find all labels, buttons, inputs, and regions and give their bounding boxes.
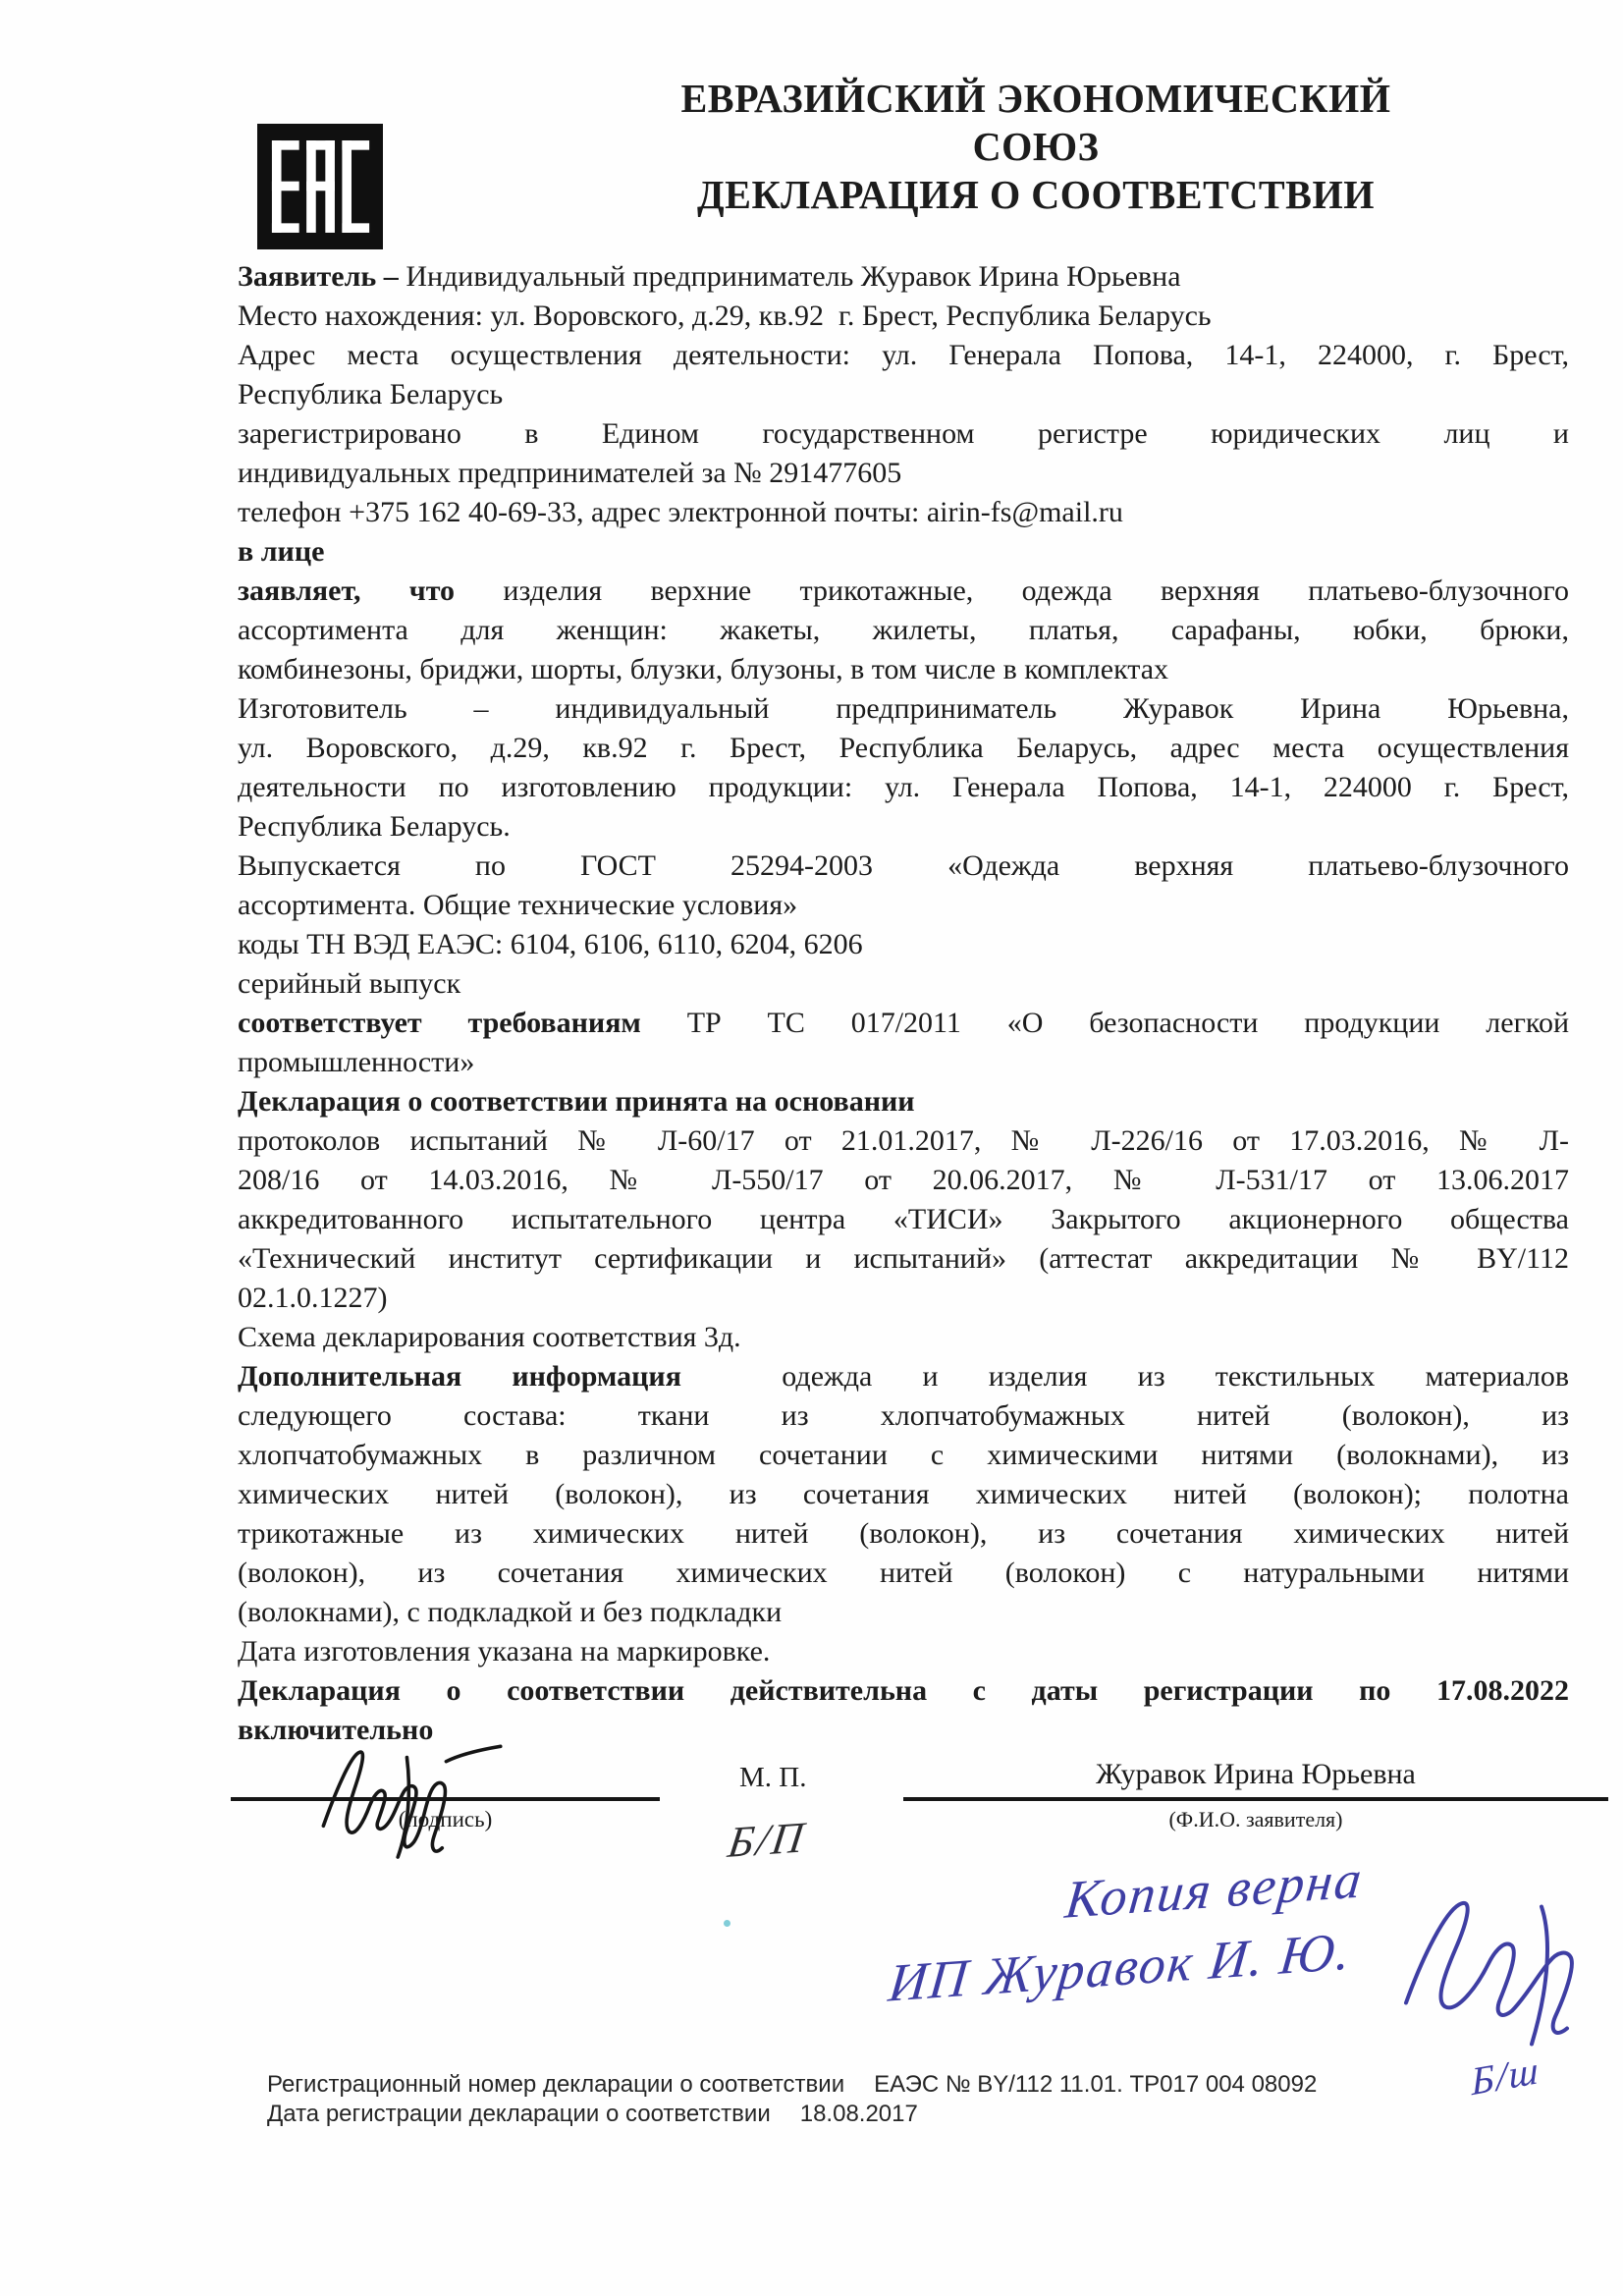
body-line: ассортимента для женщин: жакеты, жилеты, платья, сарафаны, юбки, брюки, bbox=[238, 614, 1569, 646]
body-line: «Технический институт сертификации и испытаний» (аттестат аккредитации № BY/112 bbox=[238, 1242, 1569, 1275]
doc-title: ДЕКЛАРАЦИЯ О СООТВЕТСТВИИ bbox=[697, 172, 1375, 217]
body-line: ул. Воровского, д.29, кв.92 г. Брест, Республика Беларусь, адрес места осуществления bbox=[238, 732, 1569, 764]
registration-footer bbox=[267, 2070, 1317, 2129]
body-line: Дополнительная информация одежда и изделия из текстильных материалов bbox=[238, 1360, 1570, 1393]
reg-date-label: Дата регистрации декларации о соответствии bbox=[267, 2101, 771, 2127]
body-line: Схема декларирования соответствия 3д. bbox=[238, 1321, 741, 1353]
body-line: аккредитованного испытательного центра «ТИСИ» Закрытого акционерного общества bbox=[238, 1203, 1569, 1235]
body-line: коды ТН ВЭД ЕАЭС: 6104, 6106, 6110, 6204, 6206 bbox=[238, 928, 863, 960]
body-line: телефон +375 162 40-69-33, адрес электронной почты: airin-fs@mail.ru bbox=[238, 496, 1123, 528]
signature-caption: (подпись) bbox=[398, 1807, 493, 1831]
document-header bbox=[651, 75, 1421, 219]
pencil-note: Б/П bbox=[725, 1812, 810, 1868]
handwritten-entrepreneur-note: ИП Журавок И. Ю. bbox=[886, 1921, 1355, 2013]
body-line: (волокнами), с подкладкой и без подкладки bbox=[238, 1596, 783, 1628]
reg-date-value: 18.08.2017 bbox=[799, 2101, 918, 2127]
applicant-name-line bbox=[903, 1797, 1608, 1801]
body-line: серийный выпуск bbox=[238, 967, 461, 1000]
body-line: (волокон), из сочетания химических нитей (волокон) с натуральными нитями bbox=[238, 1557, 1569, 1589]
registration-number-row bbox=[267, 2070, 1317, 2100]
applicant-name: Журавок Ирина Юрьевна bbox=[1096, 1758, 1416, 1790]
body-line: индивидуальных предпринимателей за № 291477605 bbox=[238, 457, 902, 489]
body-line: протоколов испытаний № Л-60/17 от 21.01.2017, № Л-226/16 от 17.03.2016, № Л- bbox=[238, 1124, 1569, 1157]
body-line: химических нитей (волокон), из сочетания химических нитей (волокон); полотна bbox=[238, 1478, 1569, 1510]
body-line: Декларация о соответствии действительна с даты регистрации по 17.08.2022 bbox=[238, 1674, 1569, 1707]
body-line: заявляет, что изделия верхние трикотажные, одежда верхняя платьево-блузочного bbox=[238, 574, 1569, 607]
body-line: деятельности по изготовлению продукции: ул. Генерала Попова, 14-1, 224000 г. Брест, bbox=[238, 771, 1569, 803]
body-line: в лице bbox=[238, 535, 325, 568]
union-title: ЕВРАЗИЙСКИЙ ЭКОНОМИЧЕСКИЙ СОЮЗ bbox=[680, 76, 1391, 169]
body-line: Республика Беларусь bbox=[238, 378, 504, 410]
body-line: Дата изготовления указана на маркировке. bbox=[238, 1635, 771, 1667]
body-line: Изготовитель – индивидуальный предприниматель Журавок Ирина Юрьевна, bbox=[238, 692, 1569, 725]
reg-number-label: Регистрационный номер декларации о соответствии bbox=[267, 2071, 845, 2098]
body-line: включительно bbox=[238, 1714, 434, 1746]
stamp-place-label: М. П. bbox=[739, 1762, 807, 1793]
handwritten-copy-note: Копия верна bbox=[1062, 1849, 1367, 1930]
body-line: Декларация о соответствии принята на основании bbox=[238, 1085, 915, 1118]
body-line: Место нахождения: ул. Воровского, д.29, кв.92 г. Брест, Республика Беларусь bbox=[238, 300, 1212, 332]
body-line: Заявитель – Индивидуальный предприниматель Журавок Ирина Юрьевна bbox=[238, 260, 1181, 293]
handwritten-initials-note: Б/ш bbox=[1470, 2047, 1542, 2105]
body-line: промышленности» bbox=[238, 1046, 475, 1078]
declaration-body bbox=[238, 257, 1569, 1750]
handwritten-signature-flourish bbox=[1394, 1878, 1591, 2059]
scan-speck bbox=[724, 1920, 730, 1927]
body-line: хлопчатобумажных в различном сочетании с химическими нитями (волокнами), из bbox=[238, 1439, 1569, 1471]
applicant-signature-scribble bbox=[309, 1728, 511, 1861]
registration-date-row bbox=[267, 2100, 1317, 2129]
body-line: 02.1.0.1227) bbox=[238, 1282, 388, 1314]
body-line: ассортимента. Общие технические условия» bbox=[238, 889, 798, 921]
body-line: комбинезоны, бриджи, шорты, блузки, блузоны, в том числе в комплектах bbox=[238, 653, 1169, 685]
body-line: Адрес места осуществления деятельности: ул. Генерала Попова, 14-1, 224000, г. Брест, bbox=[238, 339, 1569, 371]
applicant-name-caption: (Ф.И.О. заявителя) bbox=[1168, 1807, 1343, 1831]
body-line: соответствует требованиям ТР ТС 017/2011 «О безопасности продукции легкой bbox=[238, 1007, 1569, 1039]
body-line: зарегистрировано в Едином государственном регистре юридических лиц и bbox=[238, 417, 1569, 450]
body-line: трикотажные из химических нитей (волокон), из сочетания химических нитей bbox=[238, 1517, 1569, 1550]
signature-line bbox=[231, 1797, 660, 1801]
body-line: 208/16 от 14.03.2016, № Л-550/17 от 20.06.2017, № Л-531/17 от 13.06.2017 bbox=[238, 1164, 1569, 1196]
body-line: Республика Беларусь. bbox=[238, 810, 511, 843]
body-line: Выпускается по ГОСТ 25294-2003 «Одежда верхняя платьево-блузочного bbox=[238, 849, 1569, 882]
eac-logo bbox=[257, 124, 383, 249]
body-line: следующего состава: ткани из хлопчатобумажных нитей (волокон), из bbox=[238, 1399, 1569, 1432]
reg-number-value: ЕАЭС № BY/112 11.01. ТР017 004 08092 bbox=[874, 2071, 1318, 2098]
